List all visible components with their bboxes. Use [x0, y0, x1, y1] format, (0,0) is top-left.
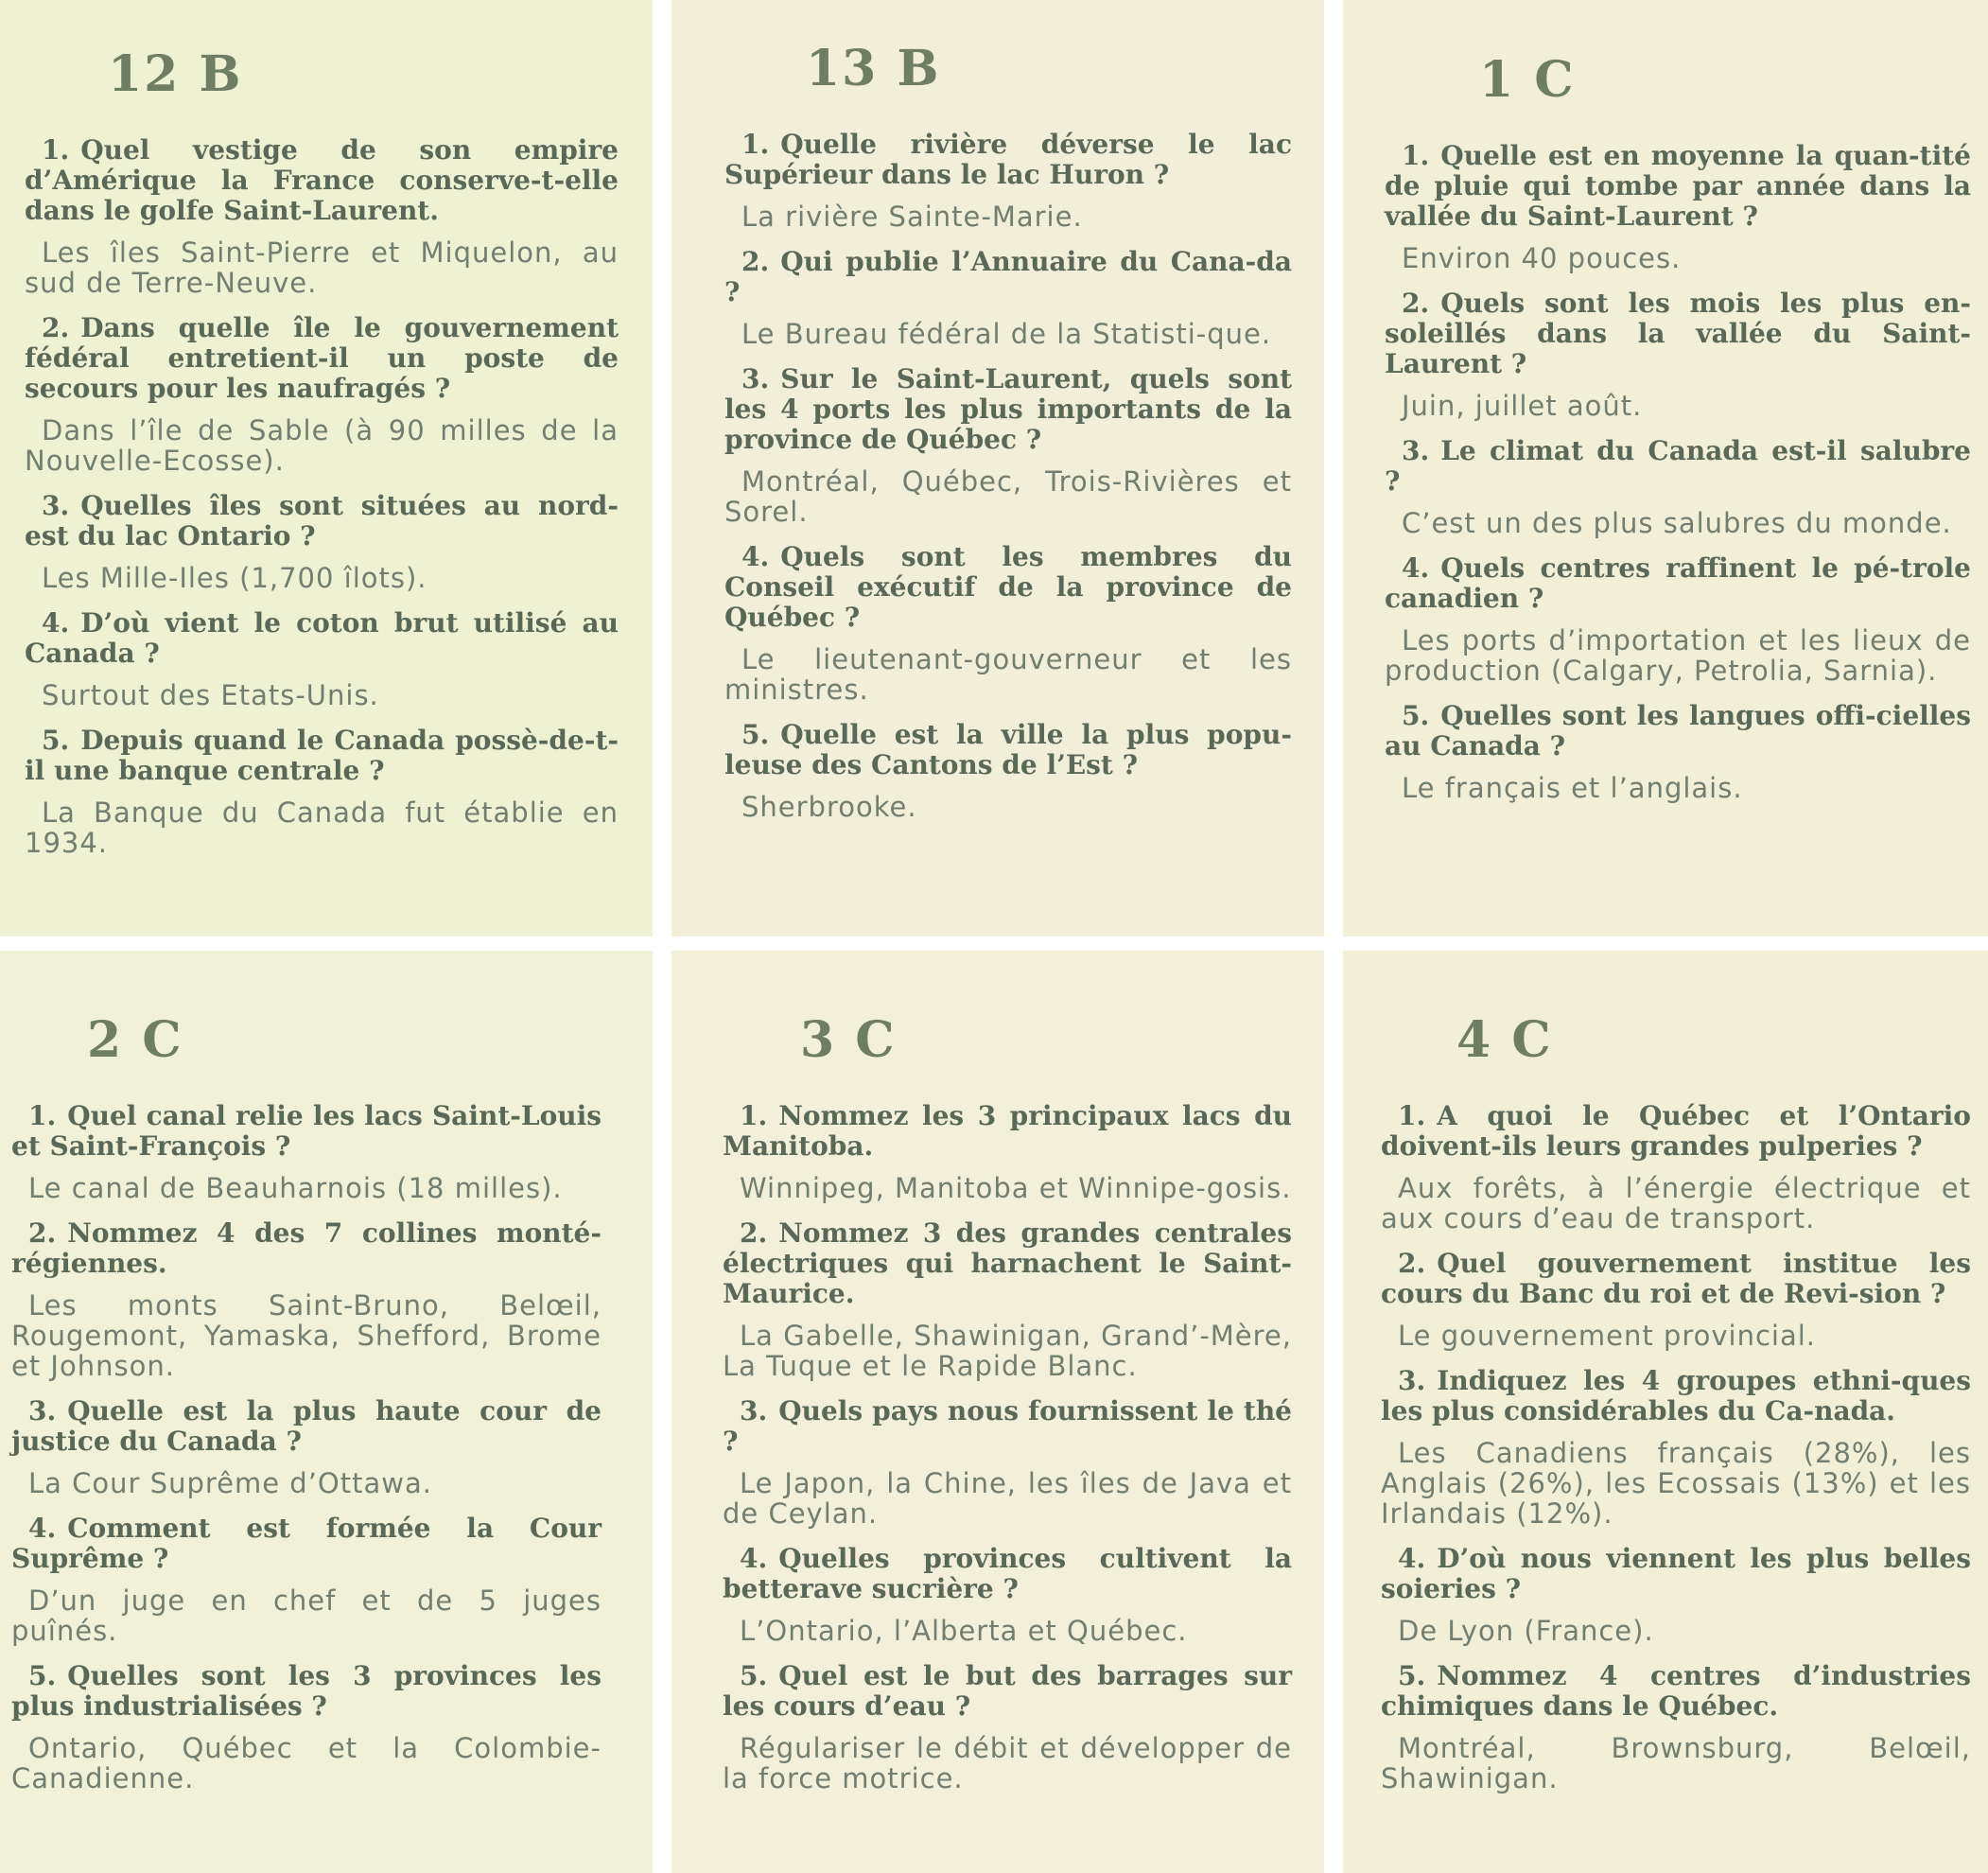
- qa-item: [11, 1218, 602, 1381]
- answer: Ontario, Québec et la Colombie-Canadienne.: [11, 1732, 602, 1794]
- answer: Régulariser le débit et développer de la force motrice.: [723, 1732, 1292, 1794]
- question: 5. Nommez 4 centres d’industries chimiques dans le Québec.: [1381, 1660, 1971, 1722]
- answer: La Gabelle, Shawinigan, Grand’-Mère, La Tuque et le Rapide Blanc.: [723, 1320, 1292, 1382]
- qa-item: [25, 608, 619, 710]
- qa-item: [1381, 1249, 1971, 1351]
- answer: Environ 40 pouces.: [1402, 242, 1682, 274]
- question: 4. Quels centres raffinent le pé-trole canadien ?: [1385, 552, 1971, 614]
- answer: Montréal, Brownsburg, Belœil, Shawinigan.: [1381, 1732, 1971, 1794]
- card-title: 2 C: [87, 1011, 183, 1069]
- qa-item: [724, 364, 1292, 527]
- answer: Le canal de Beauharnois (18 milles).: [28, 1172, 563, 1204]
- question: 5. Quelles sont les langues offi-cielles au Canada ?: [1385, 700, 1971, 761]
- answer: La rivière Sainte-Marie.: [741, 201, 1083, 233]
- qa-item: [1381, 1101, 1971, 1234]
- answer: Le Bureau fédéral de la Statisti-que.: [741, 318, 1272, 350]
- question: 4. Comment est formée la Cour Suprême ?: [11, 1513, 602, 1574]
- question: 3. Le climat du Canada est-il salubre ?: [1385, 435, 1971, 497]
- question: 3. Sur le Saint-Laurent, quels sont les 4 ports les plus importants de la province de Québec ?: [724, 363, 1292, 455]
- answer: La Banque du Canada fut établie en 1934.: [25, 796, 619, 859]
- answer: Sherbrooke.: [741, 791, 917, 823]
- card-title: 4 C: [1456, 1011, 1553, 1069]
- qa-item: [724, 247, 1292, 349]
- qa-item: [1381, 1661, 1971, 1794]
- qa-item: [11, 1101, 602, 1203]
- qa-item: [723, 1101, 1292, 1203]
- answer: Winnipeg, Manitoba et Winnipe-gosis.: [740, 1172, 1292, 1204]
- question: 3. Quels pays nous fournissent le thé ?: [723, 1395, 1292, 1457]
- answer: De Lyon (France).: [1398, 1615, 1654, 1647]
- answer: Les ports d’importation et les lieux de production (Calgary, Petrolia, Sarnia).: [1385, 624, 1971, 687]
- card-3c: [671, 951, 1324, 1873]
- qa-item: [723, 1661, 1292, 1794]
- question: 1. Quel canal relie les lacs Saint-Louis et Saint-François ?: [11, 1100, 602, 1162]
- qa-item: [25, 135, 619, 298]
- card-12b: [0, 0, 653, 936]
- card-13b: [671, 0, 1324, 936]
- question: 2. Quels sont les mois les plus en-soleillés dans la vallée du Saint-Laurent ?: [1385, 288, 1971, 379]
- answer: Dans l’île de Sable (à 90 milles de la Nouvelle-Ecosse).: [25, 414, 619, 477]
- question: 3. Indiquez les 4 groupes ethni-ques les plus considérables du Ca-nada.: [1381, 1365, 1971, 1427]
- qa-item: [1385, 141, 1971, 273]
- answer: L’Ontario, l’Alberta et Québec.: [740, 1615, 1188, 1647]
- question: 3. Quelle est la plus haute cour de justice du Canada ?: [11, 1395, 602, 1457]
- answer: Juin, juillet août.: [1402, 390, 1643, 422]
- question: 1. Quel vestige de son empire d’Amérique la France conserve-t-elle dans le golfe Saint-Laurent.: [25, 134, 619, 226]
- card-title: 3 C: [800, 1011, 897, 1069]
- question: 2. Dans quelle île le gouvernement fédéral entretient-il un poste de secours pour les naufragés ?: [25, 312, 619, 404]
- question: 4. Quelles provinces cultivent la betterave sucrière ?: [723, 1543, 1292, 1604]
- question: 1. Quelle rivière déverse le lac Supérieur dans le lac Huron ?: [724, 129, 1292, 190]
- qa-item: [723, 1396, 1292, 1529]
- answer: Les Mille-Iles (1,700 îlots).: [42, 562, 427, 594]
- question: 1. A quoi le Québec et l’Ontario doivent-ils leurs grandes pulperies ?: [1381, 1100, 1971, 1162]
- card-title: 13 B: [806, 40, 941, 97]
- card-title: 12 B: [108, 45, 243, 103]
- qa-item: [25, 313, 619, 476]
- qa-item: [723, 1544, 1292, 1646]
- answer: Le français et l’anglais.: [1402, 772, 1743, 804]
- question: 3. Quelles îles sont situées au nord-est du lac Ontario ?: [25, 490, 619, 551]
- card-1c: [1343, 0, 1988, 936]
- qa-item: [25, 491, 619, 593]
- qa-item: [724, 542, 1292, 705]
- question: 1. Nommez les 3 principaux lacs du Manitoba.: [723, 1100, 1292, 1162]
- answer: Les îles Saint-Pierre et Miquelon, au sud de Terre-Neuve.: [25, 236, 619, 299]
- card-title: 1 C: [1479, 51, 1576, 109]
- qa-item: [1381, 1366, 1971, 1529]
- qa-item: [11, 1514, 602, 1646]
- answer: Aux forêts, à l’énergie électrique et aux cours d’eau de transport.: [1381, 1172, 1971, 1234]
- answer: Les Canadiens français (28%), les Anglais (26%), les Ecossais (13%) et les Irlandais (12%).: [1381, 1437, 1971, 1530]
- answer: Montréal, Québec, Trois-Rivières et Sorel.: [724, 465, 1292, 528]
- answer: Le gouvernement provincial.: [1398, 1320, 1817, 1352]
- card-2c: [0, 951, 653, 1873]
- qa-item: [11, 1661, 602, 1794]
- question: 4. D’où nous viennent les plus belles soieries ?: [1381, 1543, 1971, 1604]
- answer: Les monts Saint-Bruno, Belœil, Rougemont, Yamaska, Shefford, Brome et Johnson.: [11, 1289, 602, 1382]
- qa-item: [723, 1218, 1292, 1381]
- question: 5. Quel est le but des barrages sur les cours d’eau ?: [723, 1660, 1292, 1722]
- qa-item: [1385, 553, 1971, 686]
- qa-item: [11, 1396, 602, 1498]
- question: 2. Qui publie l’Annuaire du Cana-da ?: [724, 246, 1292, 307]
- question: 2. Nommez 3 des grandes centrales électriques qui harnachent le Saint-Maurice.: [723, 1217, 1292, 1309]
- qa-item: [1381, 1544, 1971, 1646]
- qa-item: [724, 720, 1292, 822]
- question: 2. Quel gouvernement institue les cours du Banc du roi et de Revi-sion ?: [1381, 1248, 1971, 1309]
- answer: D’un juge en chef et de 5 juges puînés.: [11, 1584, 602, 1647]
- answer: Le Japon, la Chine, les îles de Java et de Ceylan.: [723, 1467, 1292, 1530]
- answer: Surtout des Etats-Unis.: [42, 679, 379, 711]
- answer: Le lieutenant-gouverneur et les ministres.: [724, 643, 1292, 706]
- qa-item: [25, 726, 619, 858]
- qa-item: [1385, 436, 1971, 538]
- question: 4. Quels sont les membres du Conseil exécutif de la province de Québec ?: [724, 541, 1292, 633]
- question: 5. Quelle est la ville la plus popu-leuse des Cantons de l’Est ?: [724, 719, 1292, 780]
- answer: La Cour Suprême d’Ottawa.: [28, 1467, 432, 1499]
- question: 5. Depuis quand le Canada possè-de-t-il une banque centrale ?: [25, 725, 619, 786]
- answer: C’est un des plus salubres du monde.: [1402, 507, 1952, 539]
- question: 4. D’où vient le coton brut utilisé au Canada ?: [25, 607, 619, 669]
- question: 2. Nommez 4 des 7 collines monté-régiennes.: [11, 1217, 602, 1279]
- qa-item: [1385, 701, 1971, 803]
- question: 1. Quelle est en moyenne la quan-tité de pluie qui tombe par année dans la vallée du Saint-Laurent ?: [1385, 140, 1971, 232]
- card-4c: [1343, 951, 1988, 1873]
- qa-item: [1385, 289, 1971, 421]
- qa-item: [724, 130, 1292, 232]
- question: 5. Quelles sont les 3 provinces les plus industrialisées ?: [11, 1660, 602, 1722]
